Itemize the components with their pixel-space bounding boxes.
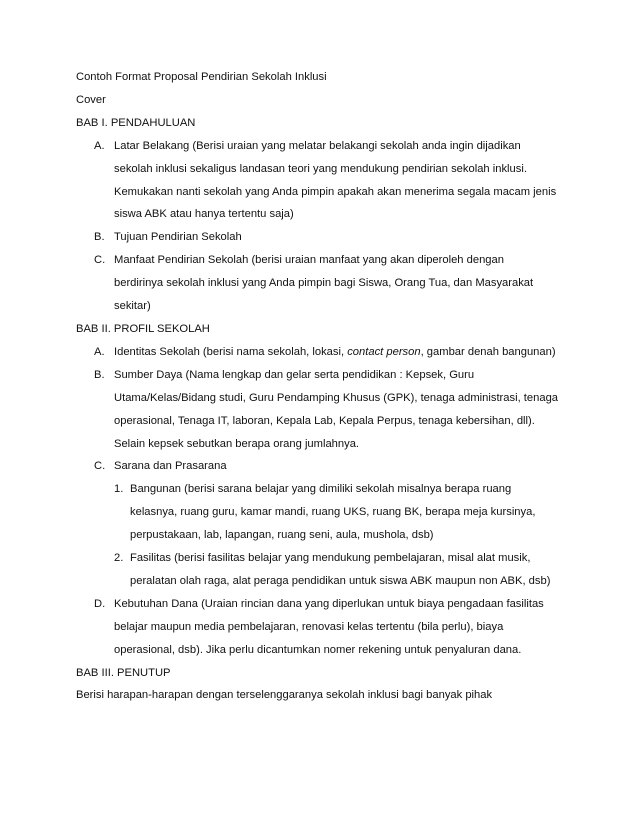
bab1-item-b [76, 226, 576, 249]
bab2-item-b [76, 364, 576, 456]
bab3-text: Berisi harapan-harapan dengan terselenggaranya sekolah inklusi bagi banyak pihak [76, 689, 493, 702]
list-marker: A. [94, 345, 105, 358]
list-marker: 2. [114, 552, 124, 565]
list-item-line: siswa ABK atau hanya tertentu saja) [114, 208, 294, 221]
list-item-line: Fasilitas (berisi fasilitas belajar yang mendukung pembelajaran, misal alat musik, [130, 552, 531, 565]
list-item-line: Sarana dan Prasarana [114, 460, 227, 473]
list-item-line: Tujuan Pendirian Sekolah [114, 231, 242, 244]
list-marker: C. [94, 460, 106, 473]
bab2-subitem-1 [76, 478, 576, 547]
list-item-line: peralatan olah raga, alat peraga pendidikan untuk siswa ABK maupun non ABK, dsb) [130, 574, 551, 587]
list-marker: 1. [114, 483, 124, 496]
bab2-subitem-2 [76, 547, 576, 593]
list-item-line: Kebutuhan Dana (Uraian rincian dana yang diperlukan untuk biaya pengadaan fasilitas [114, 597, 544, 610]
contact-person-italic: contact person [347, 345, 421, 358]
document-page [76, 66, 576, 707]
bab2-item-c [76, 455, 576, 478]
list-marker: A. [94, 139, 105, 152]
cover-label: Cover [76, 93, 106, 106]
list-marker: B. [94, 368, 105, 381]
list-item-line: berdirinya sekolah inklusi yang Anda pimpin bagi Siswa, Orang Tua, dan Masyarakat [114, 277, 534, 290]
list-item-line: operasional, Tenaga IT, laboran, Kepala Lab, Kepala Perpus, tenaga kebersihan, dll). [114, 414, 535, 427]
bab2-heading: BAB II. PROFIL SEKOLAH [76, 322, 210, 335]
list-item-line: sekolah inklusi sekaligus landasan teori yang mendukung pendirian sekolah inklusi. [114, 162, 527, 175]
list-item-line: Manfaat Pendirian Sekolah (berisi uraian manfaat yang akan diperoleh dengan [114, 254, 504, 267]
list-item-line: kelasnya, ruang guru, kamar mandi, ruang UKS, ruang BK, berapa meja kursinya, [130, 506, 536, 519]
bab1-heading: BAB I. PENDAHULUAN [76, 116, 196, 129]
list-item-line: Utama/Kelas/Bidang studi, Guru Pendamping Khusus (GPK), tenaga administrasi, tenaga [114, 391, 559, 404]
list-item-line: Selain kepsek sebutkan berapa orang jumlahnya. [114, 437, 360, 450]
list-item-line: perpustakaan, lab, lapangan, ruang seni, aula, mushola, dsb) [130, 529, 434, 542]
bab1-item-c [76, 249, 576, 318]
list-item-line: Sumber Daya (Nama lengkap dan gelar serta pendidikan : Kepsek, Guru [114, 368, 475, 381]
list-marker: D. [94, 597, 106, 610]
document-title: Contoh Format Proposal Pendirian Sekolah Inklusi [76, 71, 327, 83]
list-item-line: sekitar) [114, 300, 151, 313]
bab2-item-a [76, 341, 576, 364]
list-item-line [114, 341, 576, 364]
bab1-item-a [76, 135, 576, 227]
list-item-line: Kemukakan nanti sekolah yang Anda pimpin apakah akan menerima segala macam jenis [114, 185, 557, 198]
identitas-text-end: , gambar denah bangunan) [420, 345, 556, 358]
list-item-line: Latar Belakang (Berisi uraian yang melatar belakangi sekolah anda ingin dijadikan [114, 139, 521, 152]
bab2-item-d [76, 593, 576, 662]
list-marker: C. [94, 254, 106, 267]
identitas-text: Identitas Sekolah (berisi nama sekolah, lokasi, [114, 345, 348, 358]
bab3-heading: BAB III. PENUTUP [76, 666, 171, 679]
list-item-line: belajar maupun media pembelajaran, renovasi kelas tertentu (bila perlu), biaya [114, 620, 504, 633]
list-item-line: operasional, dsb). Jika perlu dicantumkan nomer rekening untuk penyaluran dana. [114, 643, 522, 656]
list-marker: B. [94, 231, 105, 244]
list-item-line: Bangunan (berisi sarana belajar yang dimiliki sekolah misalnya berapa ruang [130, 483, 512, 496]
